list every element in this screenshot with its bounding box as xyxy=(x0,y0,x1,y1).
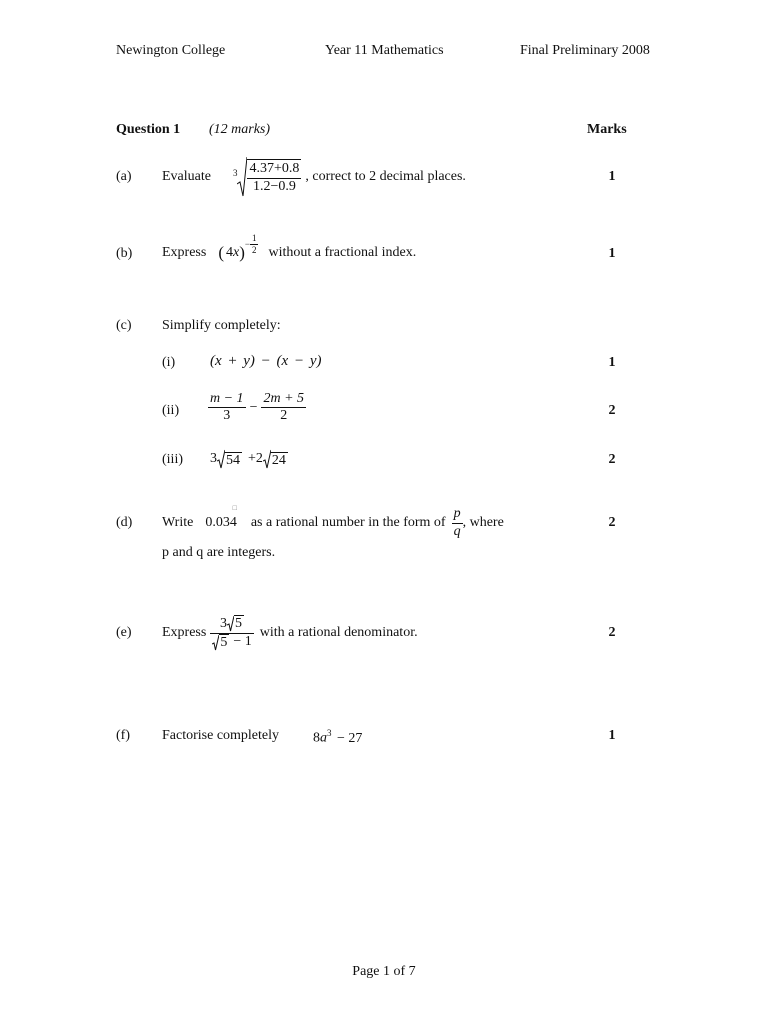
part-f-exponent: 3 xyxy=(327,728,332,738)
part-f-label: (f) xyxy=(116,728,130,743)
part-a-fraction xyxy=(247,159,301,194)
part-a-suffix: , correct to 2 decimal places. xyxy=(305,169,466,184)
part-c-prefix: Simplify completely: xyxy=(162,318,281,333)
part-c-iii-radicand1: 54 xyxy=(226,452,240,468)
part-e-num-radicand: 5 xyxy=(235,616,243,632)
part-f-prefix: Factorise completely xyxy=(162,728,280,743)
part-b-exp-fraction xyxy=(250,233,259,255)
part-c-iii-operator: +2 xyxy=(248,451,263,466)
radical-sign-icon xyxy=(237,156,247,198)
part-e-label: (e) xyxy=(116,625,132,640)
part-e-marks: 2 xyxy=(608,625,616,640)
part-c-ii-num1: m − 1 xyxy=(208,391,246,408)
part-c-iii-coef1: 3 xyxy=(210,451,217,466)
part-d-numerator: p xyxy=(452,506,463,523)
part-c-ii-den1: 3 xyxy=(223,408,231,424)
part-b-exp-num: 1 xyxy=(251,233,257,244)
part-c-ii-den2: 2 xyxy=(280,408,288,424)
part-c-iii-label: (iii) xyxy=(162,452,183,467)
part-e-num-coef: 3 xyxy=(220,615,228,631)
part-c-label: (c) xyxy=(116,318,132,333)
part-d-label: (d) xyxy=(116,515,133,530)
part-e-fraction xyxy=(210,615,253,650)
header-exam: Final Preliminary 2008 xyxy=(520,43,650,58)
part-b-suffix: without a fractional index. xyxy=(268,245,417,260)
part-d-fraction xyxy=(452,506,463,539)
part-a-numerator: 4.37+0.8 xyxy=(247,161,301,178)
part-f-expression xyxy=(313,728,362,747)
part-e-suffix: with a rational denominator. xyxy=(259,625,418,640)
part-c-i-expression: (x + y) − (x − y) xyxy=(210,353,322,369)
part-a-root-index: 3 xyxy=(232,168,238,178)
part-f-coef: 8 xyxy=(313,730,320,746)
part-a-denominator: 1.2−0.9 xyxy=(252,178,296,194)
part-a-marks: 1 xyxy=(608,169,616,184)
part-d-recurring-dot: □ xyxy=(232,504,237,512)
part-d-number: 0.034 xyxy=(205,515,237,530)
marks-heading: Marks xyxy=(587,122,627,137)
part-c-ii-expression xyxy=(208,391,306,424)
part-c-ii-marks: 2 xyxy=(608,403,616,418)
part-c-ii-fraction-1 xyxy=(208,391,246,424)
header-subject: Year 11 Mathematics xyxy=(325,43,444,58)
part-a-cube-root xyxy=(233,156,301,198)
part-b-exp-sign: − xyxy=(244,239,250,249)
part-e-numerator xyxy=(210,615,253,633)
part-e-row xyxy=(162,609,418,657)
part-b-coef: 4 xyxy=(226,245,233,260)
part-c-ii-num2: 2m + 5 xyxy=(261,391,306,408)
part-e-den-tail: − 1 xyxy=(233,634,252,649)
part-d-prefix: Write xyxy=(162,515,194,530)
header-school: Newington College xyxy=(116,43,226,58)
part-c-iii-marks: 2 xyxy=(608,452,616,467)
part-b-expression xyxy=(218,233,258,264)
part-b-label: (b) xyxy=(116,246,133,261)
part-a-prefix: Evaluate xyxy=(162,169,211,184)
page-number: Page 1 of 7 xyxy=(352,964,416,979)
part-d-number-wrap xyxy=(205,504,237,531)
part-e-prefix: Express xyxy=(162,625,207,640)
part-b-marks: 1 xyxy=(608,246,616,261)
radical-sign-icon xyxy=(227,615,234,632)
part-d-middle: as a rational number in the form of xyxy=(250,515,446,530)
part-c-iii-expression xyxy=(210,446,288,472)
part-d-marks: 2 xyxy=(608,515,616,530)
part-b-prefix: Express xyxy=(162,245,207,260)
part-c-i-marks: 1 xyxy=(608,355,616,370)
part-a-row xyxy=(162,155,466,199)
part-f-var: a xyxy=(320,730,327,746)
part-b-exponent xyxy=(245,233,259,255)
part-a-label: (a) xyxy=(116,169,132,184)
part-c-ii-fraction-2 xyxy=(261,391,306,424)
part-c-ii-label: (ii) xyxy=(162,403,180,418)
part-b-paren-close: ) xyxy=(239,243,245,262)
part-c-ii-operator: − xyxy=(249,399,258,415)
part-c-iii-radicand2: 24 xyxy=(271,452,286,468)
part-f-marks: 1 xyxy=(608,728,616,743)
radical-sign-icon xyxy=(263,449,271,469)
part-b-exp-den: 2 xyxy=(251,244,257,255)
question-marks-total: (12 marks) xyxy=(209,122,271,137)
radical-sign-icon xyxy=(217,449,225,469)
part-d-denominator: q xyxy=(453,523,461,539)
radical-sign-icon xyxy=(212,634,219,651)
part-d-suffix: , where xyxy=(462,515,504,530)
part-b-row xyxy=(162,233,416,273)
part-f-tail: − 27 xyxy=(337,730,363,746)
part-d-line2: p and q are integers. xyxy=(162,545,276,560)
question-title: Question 1 xyxy=(116,122,181,137)
part-c-i-label: (i) xyxy=(162,355,176,370)
part-b-var: x xyxy=(233,245,240,260)
part-b-paren-open: ( xyxy=(218,243,224,262)
part-e-den-radicand: 5 xyxy=(220,634,228,650)
part-e-denominator xyxy=(210,634,253,651)
part-d-row xyxy=(162,503,504,543)
